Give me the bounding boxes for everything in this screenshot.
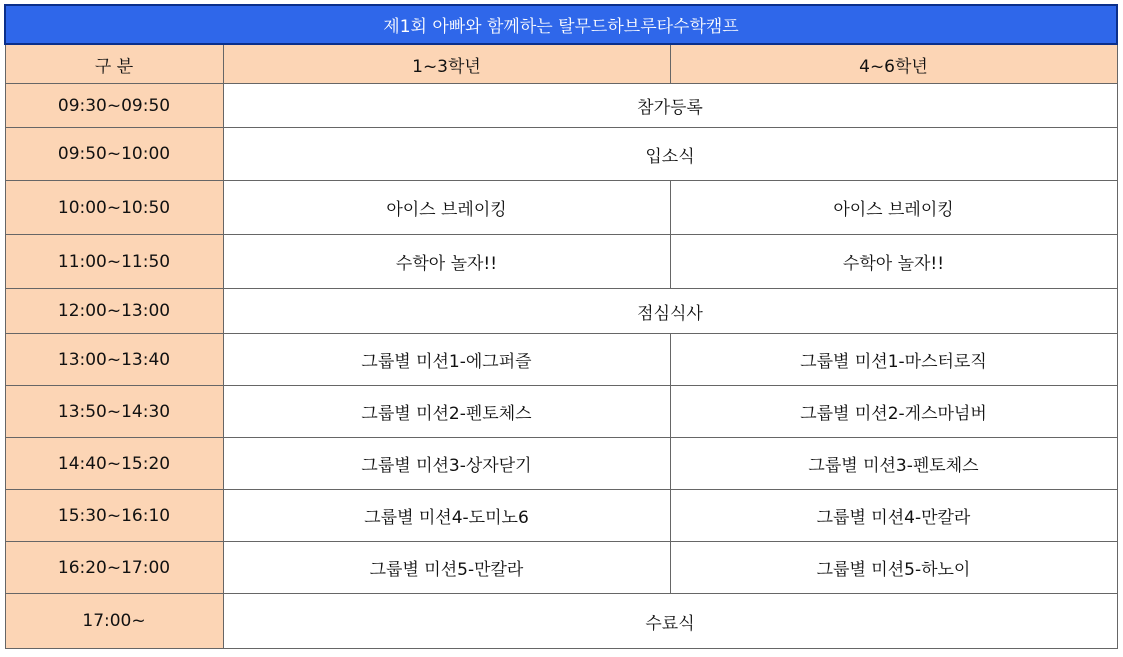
activity-cell-all: 점심식사	[223, 289, 1117, 334]
time-cell: 17:00~	[5, 594, 223, 649]
schedule-row	[5, 386, 1117, 438]
activity-cell-grade-high: 아이스 브레이킹	[670, 181, 1117, 235]
activity-cell-grade-low: 그룹별 미션1-에그퍼즐	[223, 334, 670, 386]
schedule-row	[5, 128, 1117, 181]
time-cell: 15:30~16:10	[5, 490, 223, 542]
activity-cell-grade-high: 그룹별 미션3-펜토체스	[670, 438, 1117, 490]
activity-cell-all: 수료식	[223, 594, 1117, 649]
header-grade-high: 4~6학년	[670, 44, 1117, 84]
schedule-row	[5, 289, 1117, 334]
header-grade-low: 1~3학년	[223, 44, 670, 84]
time-cell: 10:00~10:50	[5, 181, 223, 235]
time-cell: 13:50~14:30	[5, 386, 223, 438]
activity-cell-grade-high: 그룹별 미션5-하노이	[670, 542, 1117, 594]
schedule-row	[5, 235, 1117, 289]
activity-cell-grade-low: 그룹별 미션4-도미노6	[223, 490, 670, 542]
schedule-sheet	[4, 4, 1116, 649]
schedule-row	[5, 84, 1117, 128]
schedule-row	[5, 542, 1117, 594]
activity-cell-grade-high: 그룹별 미션1-마스터로직	[670, 334, 1117, 386]
activity-cell-grade-low: 수학아 놀자!!	[223, 235, 670, 289]
schedule-row	[5, 438, 1117, 490]
schedule-row	[5, 181, 1117, 235]
activity-cell-grade-low: 그룹별 미션2-펜토체스	[223, 386, 670, 438]
time-cell: 12:00~13:00	[5, 289, 223, 334]
activity-cell-grade-high: 그룹별 미션2-게스마넘버	[670, 386, 1117, 438]
activity-cell-all: 입소식	[223, 128, 1117, 181]
activity-cell-grade-high: 그룹별 미션4-만칼라	[670, 490, 1117, 542]
activity-cell-grade-low: 그룹별 미션3-상자닫기	[223, 438, 670, 490]
time-cell: 09:30~09:50	[5, 84, 223, 128]
activity-cell-all: 참가등록	[223, 84, 1117, 128]
time-cell: 09:50~10:00	[5, 128, 223, 181]
schedule-row	[5, 334, 1117, 386]
time-cell: 13:00~13:40	[5, 334, 223, 386]
activity-cell-grade-low: 아이스 브레이킹	[223, 181, 670, 235]
schedule-title: 제1회 아빠와 함께하는 탈무드하브루타수학캠프	[5, 5, 1117, 44]
header-row	[5, 44, 1117, 84]
time-cell: 14:40~15:20	[5, 438, 223, 490]
schedule-row	[5, 490, 1117, 542]
activity-cell-grade-high: 수학아 놀자!!	[670, 235, 1117, 289]
time-cell: 11:00~11:50	[5, 235, 223, 289]
time-cell: 16:20~17:00	[5, 542, 223, 594]
schedule-row	[5, 594, 1117, 649]
header-division: 구 분	[5, 44, 223, 84]
activity-cell-grade-low: 그룹별 미션5-만칼라	[223, 542, 670, 594]
schedule-table	[4, 4, 1118, 649]
